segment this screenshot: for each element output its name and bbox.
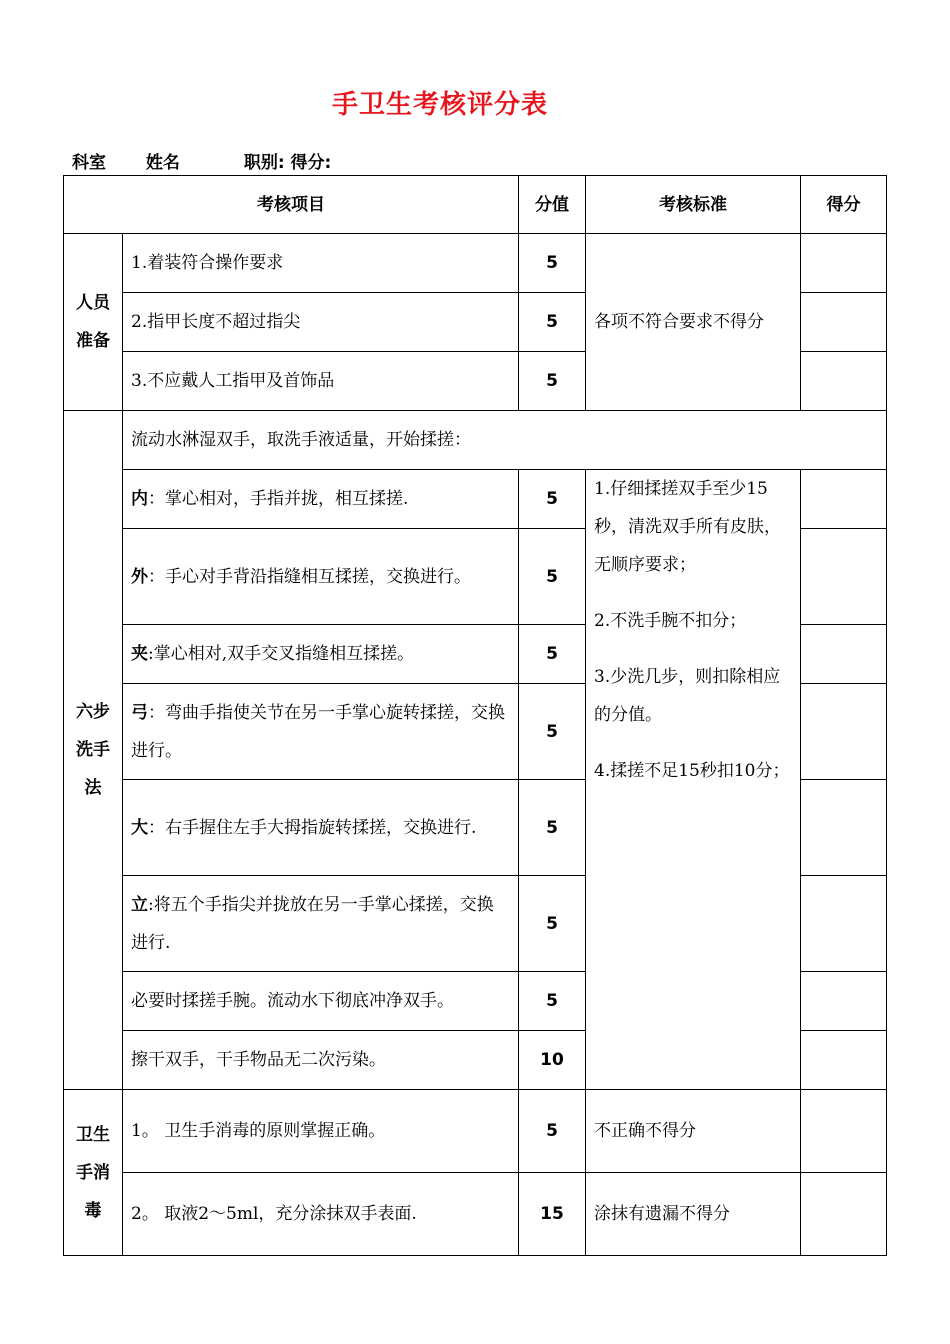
points-cell: 5 xyxy=(519,1090,586,1173)
wash-intro: 流动水淋湿双手，取洗手液适量，开始揉搓： xyxy=(123,411,887,470)
points-cell: 15 xyxy=(519,1173,586,1256)
step-lead: 立 xyxy=(131,894,148,915)
item-cell xyxy=(123,684,519,780)
standard-line: 3.少洗几步，则扣除相应的分值。 xyxy=(594,667,781,725)
score-input-cell[interactable] xyxy=(801,293,887,352)
score-input-cell[interactable] xyxy=(801,625,887,684)
item-cell xyxy=(123,780,519,876)
info-line xyxy=(72,148,331,173)
item-cell: 2.指甲长度不超过指尖 xyxy=(123,293,519,352)
item-cell xyxy=(123,529,519,625)
item-cell xyxy=(123,876,519,972)
item-cell: 1。 卫生手消毒的原则掌握正确。 xyxy=(123,1090,519,1173)
standard-line: 4.揉搓不足15秒扣10分； xyxy=(594,761,790,781)
step-lead: 弓 xyxy=(131,702,148,723)
standard-cell: 涂抹有遗漏不得分 xyxy=(586,1173,801,1256)
step-lead: 大 xyxy=(131,817,148,838)
category-wash: 六步洗手法 xyxy=(64,411,123,1090)
name-label: 姓名 xyxy=(145,153,180,173)
dept-label: 科室 xyxy=(72,153,106,173)
category-disinfect: 卫生手消毒 xyxy=(64,1090,123,1256)
table-row xyxy=(64,470,887,529)
step-text: ：右手握住左手大拇指旋转揉搓，交换进行. xyxy=(148,817,477,838)
points-cell: 5 xyxy=(519,780,586,876)
header-score: 得分 xyxy=(801,176,887,234)
header-item: 考核项目 xyxy=(64,176,519,234)
score-input-cell[interactable] xyxy=(801,352,887,411)
step-text: :将五个手指尖并拢放在另一手掌心揉搓，交换进行. xyxy=(131,894,494,953)
score-input-cell[interactable] xyxy=(801,1090,887,1173)
table-row xyxy=(64,234,887,293)
standard-line: 2.不洗手腕不扣分； xyxy=(594,611,747,631)
points-cell: 5 xyxy=(519,293,586,352)
step-text: ：弯曲手指使关节在另一手掌心旋转揉搓，交换进行。 xyxy=(131,702,505,761)
standard-prep: 各项不符合要求不得分 xyxy=(586,234,801,411)
standard-line: 1.仔细揉搓双手至少15秒，清洗双手所有皮肤，无顺序要求； xyxy=(594,479,781,575)
item-cell: 3.不应戴人工指甲及首饰品 xyxy=(123,352,519,411)
category-prep: 人员准备 xyxy=(64,234,123,411)
header-points: 分值 xyxy=(519,176,586,234)
points-cell: 5 xyxy=(519,470,586,529)
score-input-cell[interactable] xyxy=(801,470,887,529)
page-title: 手卫生考核评分表 xyxy=(331,90,548,120)
position-score-label: 职别: 得分: xyxy=(243,153,332,173)
score-input-cell[interactable] xyxy=(801,234,887,293)
score-input-cell[interactable] xyxy=(801,529,887,625)
step-text: :掌心相对,双手交叉指缝相互揉搓。 xyxy=(148,644,415,664)
points-cell: 5 xyxy=(519,625,586,684)
step-lead: 内 xyxy=(131,489,148,509)
item-cell xyxy=(123,625,519,684)
score-input-cell[interactable] xyxy=(801,876,887,972)
table-row xyxy=(64,411,887,470)
points-cell: 10 xyxy=(519,1031,586,1090)
score-input-cell[interactable] xyxy=(801,780,887,876)
item-cell: 1.着装符合操作要求 xyxy=(123,234,519,293)
score-input-cell[interactable] xyxy=(801,972,887,1031)
points-cell: 5 xyxy=(519,352,586,411)
table-row xyxy=(64,1090,887,1173)
header-standard: 考核标准 xyxy=(586,176,801,234)
score-input-cell[interactable] xyxy=(801,1173,887,1256)
item-cell: 2。 取液2～5ml，充分涂抹双手表面. xyxy=(123,1173,519,1256)
points-cell: 5 xyxy=(519,684,586,780)
points-cell: 5 xyxy=(519,972,586,1031)
standard-wash xyxy=(586,470,801,1090)
standard-cell: 不正确不得分 xyxy=(586,1090,801,1173)
evaluation-table xyxy=(63,175,887,1256)
score-input-cell[interactable] xyxy=(801,684,887,780)
points-cell: 5 xyxy=(519,876,586,972)
step-text: ：手心对手背沿指缝相互揉搓，交换进行。 xyxy=(148,566,471,587)
item-cell: 必要时揉搓手腕。流动水下彻底冲净双手。 xyxy=(123,972,519,1031)
score-input-cell[interactable] xyxy=(801,1031,887,1090)
points-cell: 5 xyxy=(519,234,586,293)
item-cell xyxy=(123,470,519,529)
table-header-row xyxy=(64,176,887,234)
points-cell: 5 xyxy=(519,529,586,625)
table-row xyxy=(64,1173,887,1256)
item-cell: 擦干双手，干手物品无二次污染。 xyxy=(123,1031,519,1090)
step-lead: 外 xyxy=(131,566,148,587)
step-text: ：掌心相对，手指并拢，相互揉搓. xyxy=(148,489,409,509)
step-lead: 夹 xyxy=(131,644,148,664)
